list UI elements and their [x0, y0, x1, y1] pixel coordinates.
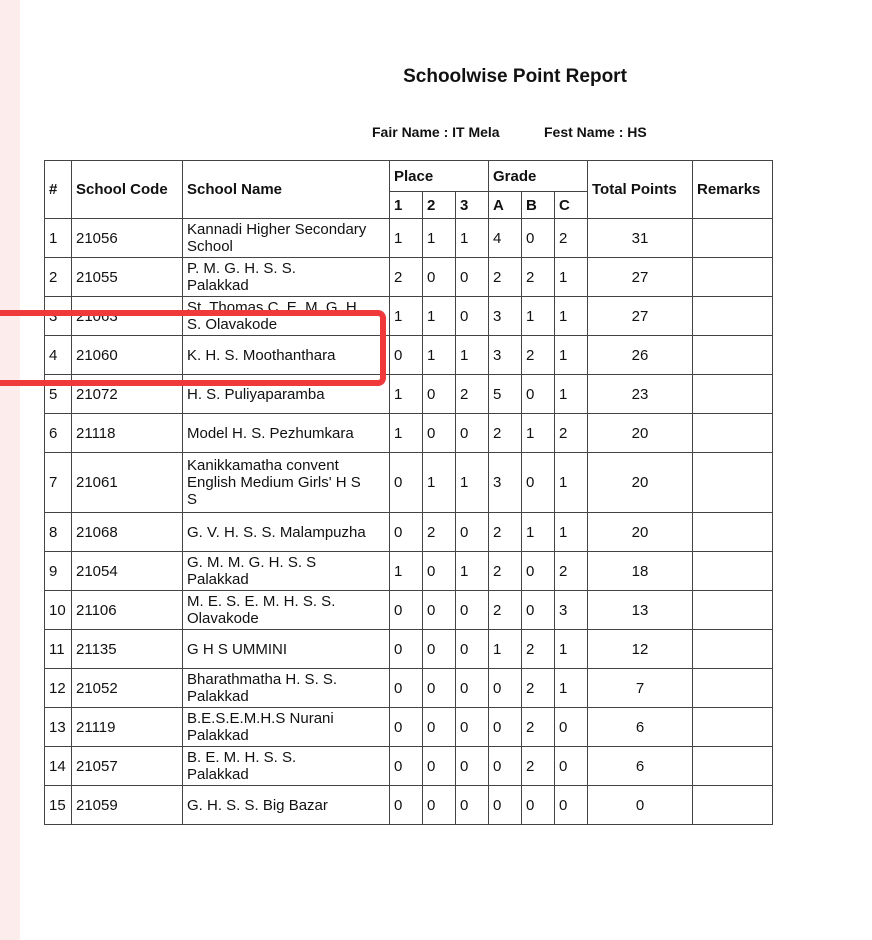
fair-name: Fair Name : IT Mela	[372, 124, 500, 140]
cell-c: 1	[555, 375, 588, 414]
total-points: 31	[588, 219, 693, 258]
cell-b: 1	[522, 297, 555, 336]
cell-p1: 0	[390, 708, 423, 747]
cell-p1: 1	[390, 297, 423, 336]
row-index: 12	[45, 669, 72, 708]
header-total-points: Total Points	[588, 161, 693, 219]
school-name-line: K. H. S. Moothanthara	[187, 346, 336, 364]
total-points: 12	[588, 630, 693, 669]
total-points: 7	[588, 669, 693, 708]
cell-a: 1	[489, 630, 522, 669]
school-name-line: G H S UMMINI	[187, 640, 287, 658]
table-row	[45, 747, 773, 786]
school-name-line: School	[187, 238, 233, 255]
header-remarks: Remarks	[693, 161, 773, 219]
table-row	[45, 708, 773, 747]
header-place-2: 2	[423, 192, 456, 219]
left-margin-strip	[0, 0, 20, 940]
header-grade-c: C	[555, 192, 588, 219]
school-name-line: Bharathmatha H. S. S.	[187, 671, 338, 688]
cell-c: 2	[555, 552, 588, 591]
remarks	[693, 453, 773, 513]
row-index: 10	[45, 591, 72, 630]
row-index: 7	[45, 453, 72, 513]
total-points: 27	[588, 258, 693, 297]
cell-p2: 0	[423, 747, 456, 786]
cell-p2: 0	[423, 786, 456, 825]
school-name-line: Olavakode	[187, 610, 259, 627]
cell-p2: 0	[423, 669, 456, 708]
school-code: 21106	[72, 591, 183, 630]
cell-b: 0	[522, 375, 555, 414]
school-name-line: S. Olavakode	[187, 316, 278, 333]
table-row	[45, 669, 773, 708]
cell-p2: 2	[423, 513, 456, 552]
cell-p2: 1	[423, 219, 456, 258]
row-index: 4	[45, 336, 72, 375]
cell-p1: 1	[390, 552, 423, 591]
cell-p3: 0	[456, 708, 489, 747]
cell-c: 1	[555, 669, 588, 708]
school-name-line: P. M. G. H. S. S.	[187, 260, 296, 277]
school-name-line: Palakkad	[187, 277, 249, 294]
report-title: Schoolwise Point Report	[403, 66, 627, 87]
total-points: 6	[588, 708, 693, 747]
cell-p3: 1	[456, 552, 489, 591]
cell-p3: 0	[456, 786, 489, 825]
remarks	[693, 414, 773, 453]
cell-p2: 1	[423, 453, 456, 513]
row-index: 13	[45, 708, 72, 747]
school-name-line: G. H. S. S. Big Bazar	[187, 796, 328, 814]
school-name-line: St. Thomas C. E. M. G. H.	[187, 299, 361, 316]
remarks	[693, 336, 773, 375]
remarks	[693, 258, 773, 297]
cell-p3: 0	[456, 630, 489, 669]
row-index: 14	[45, 747, 72, 786]
cell-a: 2	[489, 414, 522, 453]
table-row	[45, 219, 773, 258]
total-points: 20	[588, 414, 693, 453]
school-name	[183, 258, 390, 297]
cell-p3: 0	[456, 258, 489, 297]
school-code: 21072	[72, 375, 183, 414]
header-index: #	[45, 161, 72, 219]
cell-p2: 0	[423, 630, 456, 669]
remarks	[693, 630, 773, 669]
school-name-line: S	[187, 491, 198, 508]
header-grade-b: B	[522, 192, 555, 219]
cell-p3: 1	[456, 219, 489, 258]
remarks	[693, 513, 773, 552]
cell-b: 0	[522, 786, 555, 825]
cell-p2: 1	[423, 297, 456, 336]
school-code: 21057	[72, 747, 183, 786]
cell-a: 0	[489, 669, 522, 708]
cell-b: 0	[522, 453, 555, 513]
school-code: 21068	[72, 513, 183, 552]
header-place: Place	[390, 161, 489, 192]
remarks	[693, 552, 773, 591]
cell-a: 4	[489, 219, 522, 258]
cell-c: 1	[555, 453, 588, 513]
cell-b: 2	[522, 747, 555, 786]
remarks	[693, 219, 773, 258]
cell-a: 5	[489, 375, 522, 414]
cell-p1: 1	[390, 414, 423, 453]
school-name-line: Kanikkamatha convent	[187, 457, 339, 474]
school-code: 21119	[72, 708, 183, 747]
school-name	[183, 414, 390, 453]
cell-a: 3	[489, 453, 522, 513]
table-row	[45, 258, 773, 297]
remarks	[693, 591, 773, 630]
school-name-line: English Medium Girls' H S	[187, 474, 361, 491]
cell-p1: 2	[390, 258, 423, 297]
school-name-line: B. E. M. H. S. S.	[187, 749, 297, 766]
row-index: 11	[45, 630, 72, 669]
cell-p3: 0	[456, 414, 489, 453]
cell-c: 0	[555, 786, 588, 825]
cell-a: 2	[489, 591, 522, 630]
cell-p3: 0	[456, 591, 489, 630]
header-place-3: 3	[456, 192, 489, 219]
cell-p1: 0	[390, 453, 423, 513]
cell-c: 3	[555, 591, 588, 630]
cell-c: 1	[555, 336, 588, 375]
point-table	[44, 160, 773, 825]
cell-p1: 0	[390, 591, 423, 630]
remarks	[693, 747, 773, 786]
cell-b: 2	[522, 630, 555, 669]
school-code: 21061	[72, 453, 183, 513]
school-code: 21135	[72, 630, 183, 669]
table-row	[45, 591, 773, 630]
table-row	[45, 552, 773, 591]
cell-c: 1	[555, 297, 588, 336]
cell-p1: 0	[390, 669, 423, 708]
header-school-name: School Name	[183, 161, 390, 219]
cell-c: 1	[555, 513, 588, 552]
cell-c: 0	[555, 747, 588, 786]
school-name-line: G. V. H. S. S. Malampuzha	[187, 523, 366, 541]
cell-p3: 1	[456, 453, 489, 513]
school-code: 21052	[72, 669, 183, 708]
cell-c: 0	[555, 708, 588, 747]
row-index: 6	[45, 414, 72, 453]
cell-p2: 0	[423, 414, 456, 453]
school-code: 21059	[72, 786, 183, 825]
table-row	[45, 453, 773, 513]
cell-a: 2	[489, 258, 522, 297]
school-name	[183, 513, 390, 552]
cell-p1: 0	[390, 747, 423, 786]
cell-p2: 0	[423, 375, 456, 414]
school-name	[183, 669, 390, 708]
school-name-line: M. E. S. E. M. H. S. S.	[187, 593, 336, 610]
row-index: 5	[45, 375, 72, 414]
cell-p3: 2	[456, 375, 489, 414]
school-name-line: H. S. Puliyaparamba	[187, 385, 325, 403]
cell-a: 3	[489, 336, 522, 375]
header-school-code: School Code	[72, 161, 183, 219]
cell-b: 0	[522, 552, 555, 591]
cell-a: 0	[489, 747, 522, 786]
remarks	[693, 297, 773, 336]
cell-p3: 0	[456, 297, 489, 336]
table-row	[45, 786, 773, 825]
school-name-line: Palakkad	[187, 766, 249, 783]
total-points: 26	[588, 336, 693, 375]
remarks	[693, 669, 773, 708]
school-name	[183, 591, 390, 630]
cell-b: 2	[522, 336, 555, 375]
cell-c: 2	[555, 414, 588, 453]
total-points: 13	[588, 591, 693, 630]
school-code: 21060	[72, 336, 183, 375]
cell-b: 1	[522, 513, 555, 552]
school-name-line: Palakkad	[187, 688, 249, 705]
row-index: 2	[45, 258, 72, 297]
cell-p2: 1	[423, 336, 456, 375]
school-code: 21056	[72, 219, 183, 258]
header-grade-a: A	[489, 192, 522, 219]
school-name	[183, 630, 390, 669]
cell-a: 0	[489, 786, 522, 825]
school-name	[183, 219, 390, 258]
cell-p3: 0	[456, 747, 489, 786]
cell-b: 2	[522, 708, 555, 747]
row-index: 9	[45, 552, 72, 591]
table-row	[45, 630, 773, 669]
header-grade: Grade	[489, 161, 588, 192]
school-name-line: Palakkad	[187, 571, 249, 588]
cell-p3: 1	[456, 336, 489, 375]
cell-p1: 0	[390, 630, 423, 669]
school-name-line: Palakkad	[187, 727, 249, 744]
school-name-line: Model H. S. Pezhumkara	[187, 424, 354, 442]
cell-a: 2	[489, 513, 522, 552]
cell-b: 2	[522, 258, 555, 297]
cell-b: 2	[522, 669, 555, 708]
school-code: 21063	[72, 297, 183, 336]
table-row	[45, 414, 773, 453]
remarks	[693, 708, 773, 747]
cell-c: 1	[555, 258, 588, 297]
cell-b: 0	[522, 591, 555, 630]
fest-name: Fest Name : HS	[544, 124, 647, 140]
school-code: 21055	[72, 258, 183, 297]
total-points: 18	[588, 552, 693, 591]
school-code: 21054	[72, 552, 183, 591]
cell-c: 2	[555, 219, 588, 258]
row-index: 15	[45, 786, 72, 825]
row-index: 1	[45, 219, 72, 258]
cell-p2: 0	[423, 708, 456, 747]
cell-a: 0	[489, 708, 522, 747]
school-name	[183, 552, 390, 591]
cell-p3: 0	[456, 669, 489, 708]
row-index: 3	[45, 297, 72, 336]
cell-b: 0	[522, 219, 555, 258]
school-name-line: G. M. M. G. H. S. S	[187, 554, 317, 571]
table-row	[45, 513, 773, 552]
header-place-1: 1	[390, 192, 423, 219]
school-name	[183, 708, 390, 747]
school-name	[183, 786, 390, 825]
remarks	[693, 786, 773, 825]
cell-a: 2	[489, 552, 522, 591]
cell-p1: 0	[390, 513, 423, 552]
cell-a: 3	[489, 297, 522, 336]
cell-p3: 0	[456, 513, 489, 552]
total-points: 0	[588, 786, 693, 825]
cell-p1: 1	[390, 375, 423, 414]
school-code: 21118	[72, 414, 183, 453]
total-points: 20	[588, 453, 693, 513]
school-name-line: Kannadi Higher Secondary	[187, 221, 367, 238]
cell-b: 1	[522, 414, 555, 453]
school-name-line: B.E.S.E.M.H.S Nurani	[187, 710, 334, 727]
total-points: 27	[588, 297, 693, 336]
row-index: 8	[45, 513, 72, 552]
total-points: 23	[588, 375, 693, 414]
cell-p2: 0	[423, 591, 456, 630]
cell-p1: 1	[390, 219, 423, 258]
school-name	[183, 453, 390, 513]
cell-p1: 0	[390, 336, 423, 375]
cell-p2: 0	[423, 552, 456, 591]
cell-p2: 0	[423, 258, 456, 297]
red-highlight-box	[0, 310, 386, 386]
total-points: 20	[588, 513, 693, 552]
cell-p1: 0	[390, 786, 423, 825]
total-points: 6	[588, 747, 693, 786]
school-name	[183, 747, 390, 786]
cell-c: 1	[555, 630, 588, 669]
remarks	[693, 375, 773, 414]
